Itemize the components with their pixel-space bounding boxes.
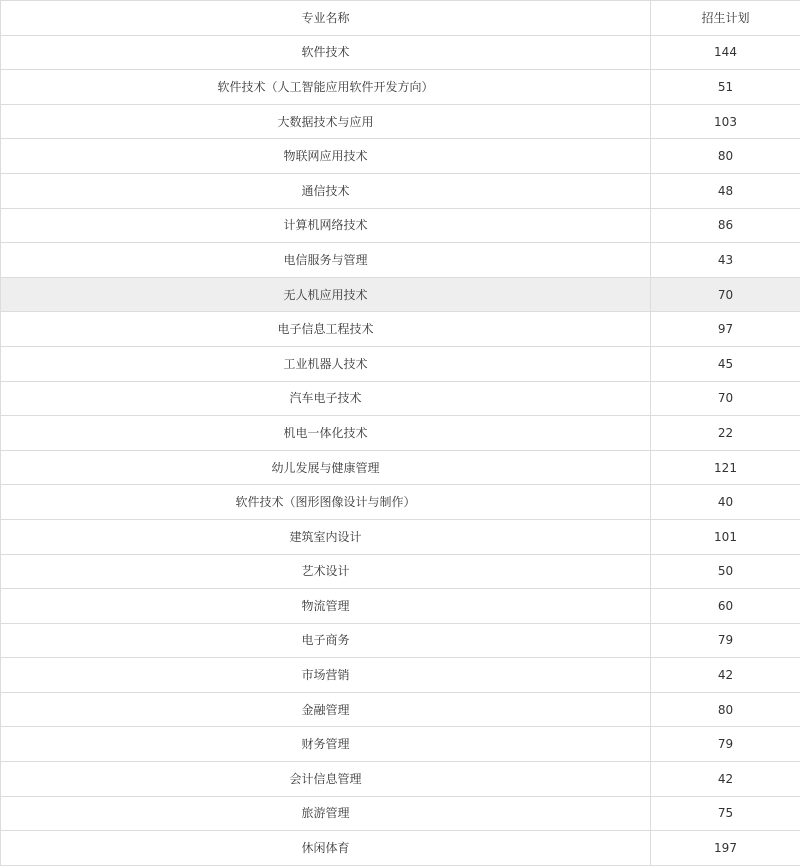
table-row (1, 243, 800, 278)
major-name-cell: 汽车电子技术 (1, 381, 651, 416)
major-name-cell: 旅游管理 (1, 796, 651, 831)
table-row (1, 346, 800, 381)
enrollment-plan-cell: 50 (651, 554, 800, 589)
table-row (1, 277, 800, 312)
enrollment-plan-cell: 42 (651, 658, 800, 693)
enrollment-plan-cell: 70 (651, 381, 800, 416)
table-row (1, 139, 800, 174)
enrollment-plan-cell: 51 (651, 70, 800, 105)
enrollment-plan-cell: 121 (651, 450, 800, 485)
enrollment-plan-cell: 75 (651, 796, 800, 831)
table-row (1, 658, 800, 693)
major-name-cell: 软件技术（人工智能应用软件开发方向） (1, 70, 651, 105)
table-row (1, 727, 800, 762)
major-name-cell: 大数据技术与应用 (1, 104, 651, 139)
major-name-cell: 电信服务与管理 (1, 243, 651, 278)
major-name-cell: 软件技术（图形图像设计与制作） (1, 485, 651, 520)
major-name-cell: 无人机应用技术 (1, 277, 651, 312)
table-row (1, 589, 800, 624)
enrollment-plan-cell: 45 (651, 346, 800, 381)
enrollment-plan-cell: 101 (651, 519, 800, 554)
table-row (1, 485, 800, 520)
enrollment-plan-cell: 22 (651, 416, 800, 451)
table-row (1, 623, 800, 658)
table-row (1, 796, 800, 831)
major-name-cell: 艺术设计 (1, 554, 651, 589)
table-row (1, 381, 800, 416)
header-enrollment-plan: 招生计划 (651, 1, 800, 36)
enrollment-plan-cell: 103 (651, 104, 800, 139)
major-name-cell: 金融管理 (1, 692, 651, 727)
enrollment-plan-cell: 40 (651, 485, 800, 520)
table-row (1, 70, 800, 105)
major-name-cell: 建筑室内设计 (1, 519, 651, 554)
major-name-cell: 电子商务 (1, 623, 651, 658)
table-row (1, 173, 800, 208)
major-name-cell: 市场营销 (1, 658, 651, 693)
table-row (1, 104, 800, 139)
major-name-cell: 财务管理 (1, 727, 651, 762)
table-row (1, 762, 800, 797)
major-name-cell: 休闲体育 (1, 831, 651, 866)
enrollment-plan-cell: 79 (651, 727, 800, 762)
major-name-cell: 机电一体化技术 (1, 416, 651, 451)
enrollment-plan-cell: 60 (651, 589, 800, 624)
major-name-cell: 物联网应用技术 (1, 139, 651, 174)
table-row (1, 519, 800, 554)
header-major-name: 专业名称 (1, 1, 651, 36)
table-row (1, 692, 800, 727)
table-row (1, 450, 800, 485)
table-body (1, 35, 800, 865)
major-name-cell: 通信技术 (1, 173, 651, 208)
enrollment-plan-cell: 70 (651, 277, 800, 312)
major-name-cell: 会计信息管理 (1, 762, 651, 797)
table-row (1, 416, 800, 451)
major-name-cell: 电子信息工程技术 (1, 312, 651, 347)
enrollment-plan-cell: 197 (651, 831, 800, 866)
table-row (1, 208, 800, 243)
major-name-cell: 幼儿发展与健康管理 (1, 450, 651, 485)
table-row (1, 312, 800, 347)
table-row (1, 554, 800, 589)
enrollment-plan-cell: 97 (651, 312, 800, 347)
table-header-row (1, 1, 800, 36)
major-name-cell: 计算机网络技术 (1, 208, 651, 243)
enrollment-plan-cell: 80 (651, 692, 800, 727)
table-row (1, 35, 800, 70)
enrollment-plan-cell: 48 (651, 173, 800, 208)
enrollment-plan-cell: 42 (651, 762, 800, 797)
major-name-cell: 软件技术 (1, 35, 651, 70)
enrollment-plan-cell: 80 (651, 139, 800, 174)
table-row (1, 831, 800, 866)
enrollment-plan-cell: 144 (651, 35, 800, 70)
enrollment-plan-cell: 79 (651, 623, 800, 658)
major-name-cell: 工业机器人技术 (1, 346, 651, 381)
enrollment-plan-cell: 43 (651, 243, 800, 278)
major-name-cell: 物流管理 (1, 589, 651, 624)
enrollment-plan-cell: 86 (651, 208, 800, 243)
